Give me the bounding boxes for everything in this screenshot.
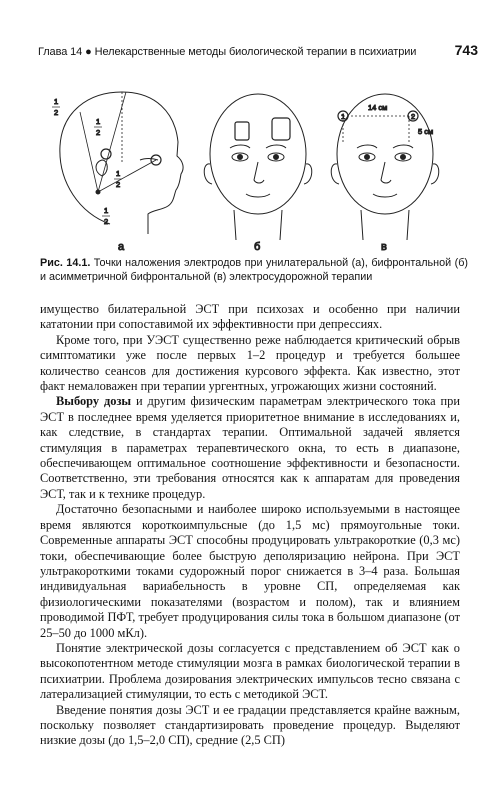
paragraph-2: Кроме того, при УЭСТ существенно реже наблюдается критический обрыв симптоматики уже после первых 1–2 процедур и требуется большее количество сеансов для достижения курсового эффекта. Как известно, этот факт немаловажен при терапии ургентных, угрожающих жизни состояний. xyxy=(40,332,460,394)
ear-marker xyxy=(96,190,100,194)
point-label-1: 1 xyxy=(341,112,346,121)
figure-caption xyxy=(40,256,468,284)
electrode-pad-right xyxy=(272,118,290,140)
paragraph-1: имущество билатеральной ЭСТ при психозах и особенно при наличии кататонии при сопоставимой их эффективности при депрессиях. xyxy=(40,302,460,332)
paragraph-3-text: и другим физическим параметрам электрического тока при ЭСТ в последнее время уделяется приоритетное внимание в исследованиях и, как следствие, в стандартах терапии. Оптимальной задачей является стимуляция в параметрах терапевтического окна, то есть в диапазоне, обеспечивающем оптимальное соотношение эффективности и безопасности. Соответственно, эти требования относятся как к аппаратам для проведения ЭСТ, так и к технике процедур. xyxy=(40,394,460,501)
paragraph-3 xyxy=(40,394,460,502)
electrode-pad-left xyxy=(235,122,249,140)
electrode-point-1 xyxy=(101,149,111,159)
caption-label: Рис. 14.1. xyxy=(40,257,91,269)
panel-c-frontal-face xyxy=(331,94,439,240)
fraction-num-4: 1 xyxy=(104,206,109,215)
body-text xyxy=(40,302,460,749)
fraction-num-1: 1 xyxy=(54,97,59,106)
fraction-den-3: 2 xyxy=(116,180,121,189)
dose-heading: Выбору дозы xyxy=(56,394,132,409)
panel-label-c: в xyxy=(381,241,387,253)
running-title: Глава 14 ● Нелекарственные методы биологической терапии в психиатрии xyxy=(38,46,417,58)
fraction-den-1: 2 xyxy=(54,108,59,117)
panel-label-a: а xyxy=(118,241,125,253)
fraction-den-2: 2 xyxy=(96,128,101,137)
paragraph-4: Достаточно безопасными и наиболее широко используемыми в настоящее время являются короткоимпульсные (до 1,5 мс) прямоугольные токи. Современные аппараты ЭСТ способны продуцировать ультракороткие (0,3 мс) токи, обеспечивающие более быструю деполяризацию нейрона. При ЭСТ ультракороткими токами судорожный порог снижается в 3–4 раза. Большая индивидуальная вариабельность в уровне СП, определяемая как физиологическими показателями (возрастом и полом), так и влиянием проводимой ПФТ, требует продуцирования силы тока в большом диапазоне (от 25–50 до 1000 мКл). xyxy=(40,502,460,640)
panel-label-b: б xyxy=(254,241,261,253)
page-number: 743 xyxy=(454,42,478,58)
point-label-2: 2 xyxy=(411,112,416,121)
ear-shape xyxy=(96,160,107,176)
paragraph-5: Понятие электрической дозы согласуется с представлением об ЭСТ как о высокопотентном методе стимуляции мозга в рамках биологической терапии в психиатрии. Проблема дозирования электрических импульсов тесно связана с латерализацией стимуляции, то есть с методикой ЭСТ. xyxy=(40,640,460,702)
panel-b-frontal-face xyxy=(204,94,312,240)
fraction-num-2: 1 xyxy=(96,117,101,126)
running-header xyxy=(38,38,478,58)
fraction-num-3: 1 xyxy=(116,169,121,178)
paragraph-6: Введение понятия дозы ЭСТ и ее градации представляется крайне важным, поскольку позволяет стандартизировать проведение процедур. Выделяют низкие дозы (до 1,5–2,0 СП), средние (2,5 СП) xyxy=(40,702,460,748)
figure-14-1 xyxy=(40,64,460,254)
caption-text: Точки наложения электродов при унилатеральной (а), бифронтальной (б) и асимметричной бифронтальной (в) электросудорожной терапии xyxy=(40,257,468,283)
fraction-den-4: 2 xyxy=(104,217,109,226)
panel-a-profile-head xyxy=(60,92,183,234)
distance-14cm: 14 см xyxy=(368,103,388,112)
electrode-placement-illustration xyxy=(40,64,460,254)
distance-5cm: 5 см xyxy=(418,127,434,136)
